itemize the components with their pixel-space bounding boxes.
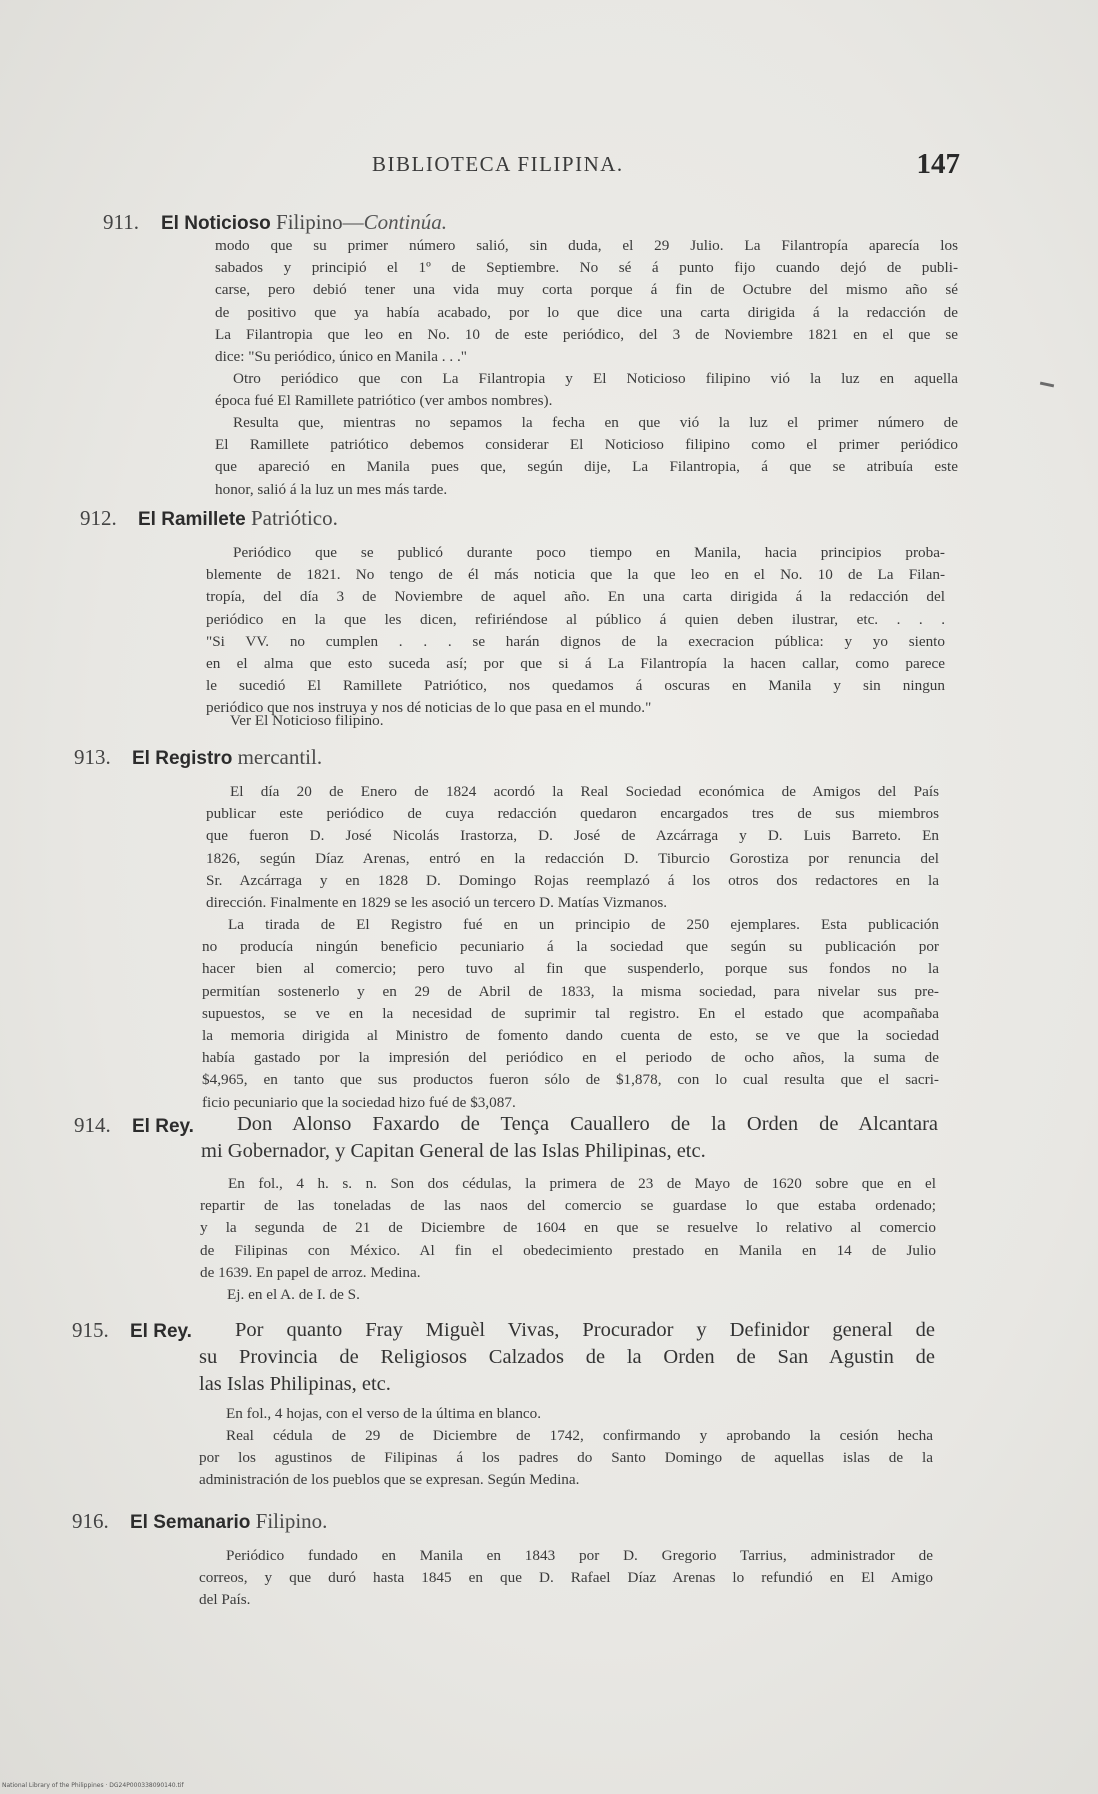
text-line: blemente de 1821. No tengo de él más noticia que la que leo en el No. 10 de La Filan-	[206, 566, 945, 584]
text-line: modo que su primer número salió, sin duda, el 29 Julio. La Filantropía aparecía los	[215, 237, 958, 254]
text-line: Periódico que se publicó durante poco tiempo en Manila, hacia principios proba-	[233, 544, 945, 561]
entry-name: El Rey.	[132, 1116, 194, 1137]
text-line: El Ramillete patriótico debemos considerar El Noticioso filipino como el primer periódico	[215, 436, 958, 454]
text-line: época fué El Ramillete patriótico (ver ambos nombres).	[215, 392, 553, 410]
text-line: correos, y que duró hasta 1845 en que D. Rafael Díaz Arenas lo refundió en El Amigo	[199, 1569, 933, 1587]
entry-912-paragraph	[206, 542, 945, 720]
margin-mark	[1040, 382, 1054, 388]
text-line: por los agustinos de Filipinas á los padres do Santo Domingo de aquellas islas de la	[199, 1449, 933, 1467]
entry-914-paragraph	[200, 1173, 936, 1284]
text-line: $4,965, en tanto que sus productos fueron sólo de $1,878, con lo cual resulta que el sacri-	[202, 1071, 939, 1089]
entry-name: El Registro	[132, 748, 233, 769]
entry-911-paragraph	[215, 412, 958, 501]
text-line: periódico en la que les dicen, refiriéndose al público á quien deben ilustrar, etc. . . .	[206, 610, 945, 628]
text-line: "Si VV. no cumplen . . . se harán dignos de la execracion pública: y yo siento	[206, 632, 945, 650]
text-line: en el alma que esto suceda así; por que si á La Filantropía la hacen callar, como parece	[206, 655, 945, 673]
entry-911-heading	[103, 210, 447, 235]
entry-916-paragraph	[199, 1545, 933, 1612]
text-line: honor, salió á la luz un mes más tarde.	[215, 480, 448, 498]
text-line: del País.	[199, 1591, 251, 1609]
text-line: de Filipinas con México. Al fin el obedecimiento prestado en Manila en 14 de Julio	[200, 1241, 936, 1259]
text-line: En fol., 4 hojas, con el verso de la última en blanco.	[226, 1405, 542, 1422]
entry-title-rest: Patriótico.	[245, 506, 338, 530]
entry-title-rest: Filipino—	[270, 210, 364, 234]
text-line: que apareció en Manila pues que, según dije, La Filantropia, á que se atribuía este	[215, 458, 958, 476]
entry-915-title	[199, 1317, 935, 1398]
entry-912-heading	[80, 506, 338, 531]
title-line: Don Alonso Faxardo de Tença Cauallero de la Orden de Alcantara	[237, 1113, 938, 1135]
entry-913-heading	[74, 745, 322, 770]
text-line: ficio pecuniario que la sociedad hizo fué de $3,087.	[202, 1093, 516, 1111]
entry-name: El Noticioso	[161, 213, 271, 234]
text-line: 1826, según Díaz Arenas, entró en la redacción D. Tiburcio Gorostiza por renuncia del	[206, 849, 939, 867]
entry-915-paragraph	[199, 1425, 933, 1492]
entry-number: 915.	[72, 1318, 109, 1342]
entry-915-heading	[72, 1318, 192, 1343]
entry-title-rest: Filipino.	[250, 1509, 328, 1533]
text-line: tropía, del día 3 de Noviembre de aquel año. En una carta dirigida á la redacción del	[206, 588, 945, 606]
text-line: Otro periódico que con La Filantropia y El Noticioso filipino vió la luz en aquella	[233, 370, 958, 387]
text-line: periódico que nos instruya y nos dé noticias de lo que pasa en el mundo."	[206, 699, 652, 717]
text-line: Ver El Noticioso filipino.	[230, 712, 384, 729]
text-line: Periódico fundado en Manila en 1843 por D. Gregorio Tarrius, administrador de	[226, 1547, 933, 1564]
text-line: La Filantropia que leo en No. 10 de este periódico, del 3 de Noviembre 1821 en el que se	[215, 325, 958, 343]
text-line: Real cédula de 29 de Diciembre de 1742, confirmando y aprobando la cesión hecha	[226, 1427, 933, 1444]
entry-914-location	[227, 1284, 927, 1306]
text-line: no producía ningún beneficio pecuniario á la sociedad que según su publicación por	[202, 938, 939, 956]
entry-914-title	[201, 1111, 938, 1165]
title-line: su Provincia de Religiosos Calzados de la Orden de San Agustin de	[199, 1346, 935, 1368]
entry-number: 916.	[72, 1509, 109, 1533]
text-line: Ej. en el A. de I. de S.	[227, 1286, 360, 1303]
page-number: 147	[916, 148, 960, 180]
text-line: En fol., 4 h. s. n. Son dos cédulas, la primera de 23 de Mayo de 1620 sobre que en el	[228, 1175, 936, 1192]
title-line: Por quanto Fray Miguèl Vivas, Procurador y Definidor general de	[235, 1319, 935, 1341]
text-line: que fueron D. José Nicolás Irastorza, D. José de Azcárraga y D. Luis Barreto. En	[206, 827, 939, 845]
entry-912-see-also	[230, 710, 945, 732]
text-line: dirección. Finalmente en 1829 se les asoció un tercero D. Matías Vizmanos.	[206, 894, 668, 912]
text-line: sabados y principió el 1º de Septiembre. No sé á punto fijo cuando dejó de publi-	[215, 259, 958, 277]
entry-name: El Ramillete	[138, 509, 246, 530]
text-line: repartir de las toneladas de las naos del comercio se guardase lo que estaba ordenado;	[200, 1197, 936, 1215]
entry-name: El Semanario	[130, 1512, 251, 1533]
entry-913-paragraph	[202, 914, 939, 1114]
text-line: dice: "Su periódico, único en Manila . . ."	[215, 348, 467, 366]
text-line: supuestos, se ve en la necesidad de suprimir tal registro. En el estado que acompañaba	[202, 1004, 939, 1022]
text-line: administración de los pueblos que se expresan. Según Medina.	[199, 1471, 580, 1489]
text-line: y la segunda de 21 de Diciembre de 1604 en que se resuelve lo relativo al comercio	[200, 1219, 936, 1237]
entry-number: 914.	[74, 1113, 111, 1137]
text-line: El día 20 de Enero de 1824 acordó la Real Sociedad económica de Amigos del País	[230, 783, 939, 800]
entry-913-paragraph	[206, 781, 939, 914]
entry-number: 912.	[80, 506, 117, 530]
text-line: publicar este periódico de cuya redacción quedaron encargados tres de sus miembros	[206, 805, 939, 823]
scan-footer: National Library of the Philippines · DG24P000338090140.tif	[2, 1782, 184, 1789]
entry-title-rest: mercantil.	[232, 745, 323, 769]
entry-name: El Rey.	[130, 1321, 192, 1342]
text-line: había gastado por la impresión del periódico en el periodo de ocho años, la suma de	[202, 1049, 939, 1067]
entry-911-paragraph	[215, 368, 958, 412]
entry-916-heading	[72, 1509, 327, 1534]
title-line: las Islas Philipinas, etc.	[199, 1373, 391, 1395]
text-line: permitían sostenerlo y en 29 de Abril de 1833, la misma sociedad, para nivelar sus pre-	[202, 982, 939, 1000]
running-head: BIBLIOTECA FILIPINA.	[372, 152, 624, 176]
text-line: hacer bien al comercio; pero tuvo al fin que suspenderlo, porque sus fondos no la	[202, 960, 939, 978]
entry-911-paragraph	[215, 235, 958, 368]
title-line: mi Gobernador, y Capitan General de las Islas Philipinas, etc.	[201, 1140, 706, 1162]
continued-label: Continúa.	[363, 210, 448, 234]
entry-number: 911.	[103, 210, 139, 234]
text-line: carse, pero debió tener una vida muy corta porque á fin de Octubre del mismo año sé	[215, 281, 958, 299]
entry-915-paragraph	[226, 1403, 926, 1425]
text-line: Sr. Azcárraga y en 1828 D. Domingo Rojas reemplazó á los otros dos redactores en la	[206, 871, 939, 889]
text-line: le sucedió El Ramillete Patriótico, nos quedamos á oscuras en Manila y sin ningun	[206, 677, 945, 695]
text-line: de 1639. En papel de arroz. Medina.	[200, 1263, 421, 1281]
entry-number: 913.	[74, 745, 111, 769]
text-line: de positivo que ya había acabado, por lo que dice una carta dirigida á la redacción de	[215, 303, 958, 321]
text-line: La tirada de El Registro fué en un principio de 250 ejemplares. Esta publicación	[228, 916, 939, 933]
text-line: Resulta que, mientras no sepamos la fecha en que vió la luz el primer número de	[233, 414, 958, 431]
text-line: la memoria dirigida al Ministro de fomento dando cuenta de esto, se ve que la sociedad	[202, 1027, 939, 1045]
entry-914-heading	[74, 1113, 194, 1138]
